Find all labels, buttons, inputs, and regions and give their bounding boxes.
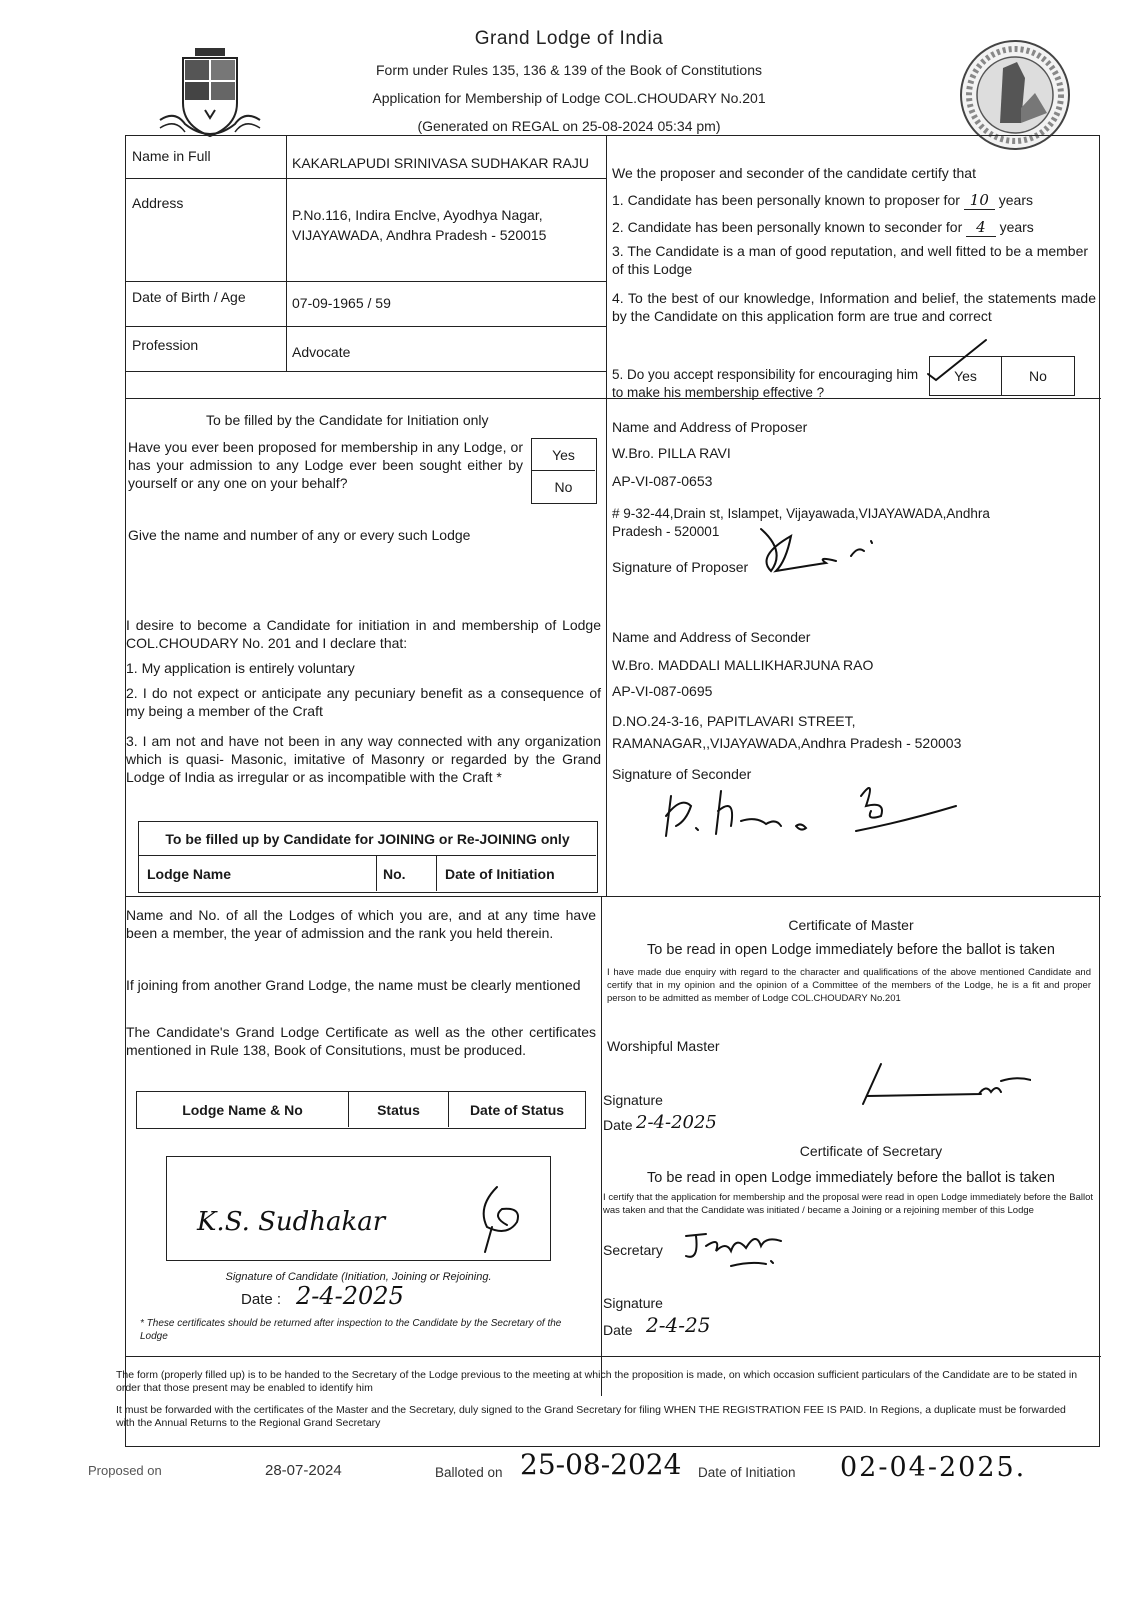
secretary-signature-label: Signature [603,1295,663,1311]
certify-item-1-text: 1. Candidate has been personally known to proposer for [612,192,960,208]
responsibility-no-option[interactable]: No [1029,368,1047,384]
joining-col-no: No. [377,856,437,891]
proposer-address-line1: # 9-32-44,Drain st, Islampet, Vijayawada,VIJAYAWADA,Andhra [612,506,990,521]
initiation-question: Have you ever been proposed for membership in any Lodge, or has your admission to any Lodge ever been sought either by yourself or any one on your behalf? [128,439,523,491]
dob-label: Date of Birth / Age [132,289,246,305]
seconder-address-line2: RAMANAGAR,,VIJAYAWADA,Andhra Pradesh - 520003 [612,735,962,751]
membership-para-1: Name and No. of all the Lodges of which you are, and at any time have been a member, the year of admission and the rank you held therein. [126,907,596,941]
proposed-before-no-option[interactable]: No [554,479,573,495]
seconder-heading: Name and Address of Seconder [612,629,811,645]
seconder-signature-label: Signature of Seconder [612,766,752,782]
profession-value: Advocate [292,344,351,360]
initiation-date-value: 02-04-2025. [840,1452,1027,1483]
proposer-signature [746,521,896,581]
secretary-certificate-title: Certificate of Secretary [799,1143,943,1159]
proposed-before-yes-option[interactable]: Yes [532,439,595,471]
secretary-certificate-body: I certify that the application for membership and the proposal were read in open Lodge immediately before the Ballot was taken and that the Candidate was initiated / became a Joining or a rejoining member of this Lodge [603,1192,1093,1216]
proposed-on-value: 28-07-2024 [265,1462,342,1479]
master-certificate-body: I have made due enquiry with regard to the character and qualifications of the above mentioned Candidate and certify that in my opinion and the opinion of a Committee of the members of the Lodge, he is a fit and proper person to be admitted as member of Lodge COL.CHOUDARY No.201 [607,967,1091,1004]
application-title: Application for Membership of Lodge COL.CHOUDARY No.201 [372,90,766,106]
proposed-on-label: Proposed on [88,1463,162,1478]
certify-item-3: 3. The Candidate is a man of good reputation, and well fitted to be a member of this Lodge [612,243,1089,277]
profession-label: Profession [132,337,199,353]
proposer-id: AP-VI-087-0653 [612,473,713,489]
certify-item-2 [612,218,1034,236]
joining-table [138,821,598,893]
declaration-intro: I desire to become a Candidate for initiation in and membership of Lodge COL.CHOUDARY No. 201 and I declare that: [126,617,601,651]
form-rules-line: Form under Rules 135, 136 & 139 of the Book of Constitutions [375,62,762,78]
certify-intro: We the proposer and seconder of the candidate certify that [612,165,976,181]
balloted-on-label: Balloted on [435,1465,503,1480]
lodge-name-prompt: Give the name and number of any or every such Lodge [128,527,471,543]
seconder-years-value: 4 [966,218,996,237]
address-value-line1: P.No.116, Indira Enclve, Ayodhya Nagar, [292,207,543,223]
master-date-label: Date [603,1117,633,1133]
address-value-line2: VIJAYAWADA, Andhra Pradesh - 520015 [292,227,547,243]
candidate-date-label: Date : [241,1291,282,1308]
master-certificate-title: Certificate of Master [788,917,914,933]
address-label: Address [132,195,184,211]
candidate-date-value: 2-4-2025 [296,1282,404,1310]
certify-item-4: 4. To the best of our knowledge, Information and belief, the statements made by the Candidate on this application form are true and correct [612,290,1096,324]
proposer-heading: Name and Address of Proposer [612,419,808,435]
declaration-item-1: 1. My application is entirely voluntary [126,660,355,676]
seconder-name: W.Bro. MADDALI MALLIKHARJUNA RAO [612,657,874,673]
balloted-on-value: 25-08-2024 [520,1448,682,1481]
seconder-signature [646,766,966,846]
instructions-para-2: It must be forwarded with the certificates of the Master and the Secretary, duly signed to the Grand Secretary for filing WHEN THE REGISTRATION FEE IS PAID. In Regions, a duplicate must be forwarded with the Annual Returns to the Regional Grand Secretary [116,1404,1066,1429]
status-col-status: Status [349,1092,449,1127]
membership-para-3: The Candidate's Grand Lodge Certificate as well as the other certificates mentioned in Rule 138, Book of Consitutions, must be produced. [126,1024,596,1058]
certify-item-2-text: 2. Candidate has been personally known to seconder for [612,219,963,235]
status-col-lodge: Lodge Name & No [137,1092,349,1127]
declaration-item-3: 3. I am not and have not been in any way connected with any organization which is quasi- Masonic, imitative of Masonry or regarded by the Grand Lodge of India as irregular or as incompatible with the Craft * [126,733,601,785]
master-signature-label: Signature [603,1092,663,1108]
joining-table-heading: To be filled up by Candidate for JOINING or Re-JOINING only [139,822,596,856]
certify-item-5: 5. Do you accept responsibility for encouraging him to make his membership effective ? [612,367,919,400]
dob-value: 07-09-1965 / 59 [292,295,391,311]
seconder-id: AP-VI-087-0695 [612,683,713,699]
name-label: Name in Full [132,148,211,164]
initiation-date-label: Date of Initiation [698,1465,796,1480]
document-title: Grand Lodge of India [474,28,664,49]
lodge-crest-icon [155,48,265,143]
instructions-para-1: The form (properly filled up) is to be handed to the Secretary of the Lodge previous to the meeting at which the proposition is made, on which occasion sufficient particulars of the Candidate are to be stated in order that those present may be enabled to identify him [116,1369,1078,1394]
secretary-signature [671,1216,811,1281]
name-value: KAKARLAPUDI SRINIVASA SUDHAKAR RAJU [292,155,589,171]
membership-para-2: If joining from another Grand Lodge, the name must be clearly mentioned [126,977,581,993]
seconder-address-line1: D.NO.24-3-16, PAPITLAVARI STREET, [612,713,856,729]
master-certificate-subtitle: To be read in open Lodge immediately before the ballot is taken [647,942,1055,958]
checkmark-icon [916,336,996,386]
lodge-status-table [136,1091,586,1129]
secretary-date-label: Date [603,1322,633,1338]
proposer-years-value: 10 [964,191,995,210]
proposer-signature-label: Signature of Proposer [612,559,749,575]
master-role-label: Worshipful Master [607,1038,720,1054]
certify-item-1 [612,191,1033,209]
candidate-signature: K.S. Sudhakar [197,1207,386,1237]
proposed-before-yes-no [531,438,597,504]
proposer-address-line2: Pradesh - 520001 [612,524,720,539]
secretary-role-label: Secretary [603,1242,663,1258]
application-form [116,135,1100,1447]
certificates-return-note: * These certificates should be returned after inspection to the Candidate by the Secretary of the Lodge [140,1318,562,1342]
generated-note: (Generated on REGAL on 25-08-2024 05:34 pm) [417,118,721,134]
secretary-date-value: 2-4-25 [646,1313,711,1337]
master-signature [851,1056,1031,1111]
declaration-item-2: 2. I do not expect or anticipate any pecuniary benefit as a consequence of my being a member of the Craft [126,685,601,719]
initiation-heading: To be filled by the Candidate for Initiation only [206,412,489,428]
candidate-signature-caption: Signature of Candidate (Initiation, Joining or Rejoining. [225,1271,492,1283]
joining-col-lodge-name: Lodge Name [139,856,377,891]
status-col-date: Date of Status [469,1101,565,1118]
years-label: years [998,192,1033,208]
candidate-signature-box [166,1156,551,1261]
secretary-certificate-subtitle: To be read in open Lodge immediately before the ballot is taken [647,1170,1055,1186]
proposer-name: W.Bro. PILLA RAVI [612,445,731,461]
candidate-initials [467,1177,537,1257]
master-date-value: 2-4-2025 [636,1112,717,1133]
years-label: years [999,219,1034,235]
joining-col-date: Date of Initiation [445,865,555,882]
responsibility-yes-option[interactable]: Yes [930,357,1002,395]
